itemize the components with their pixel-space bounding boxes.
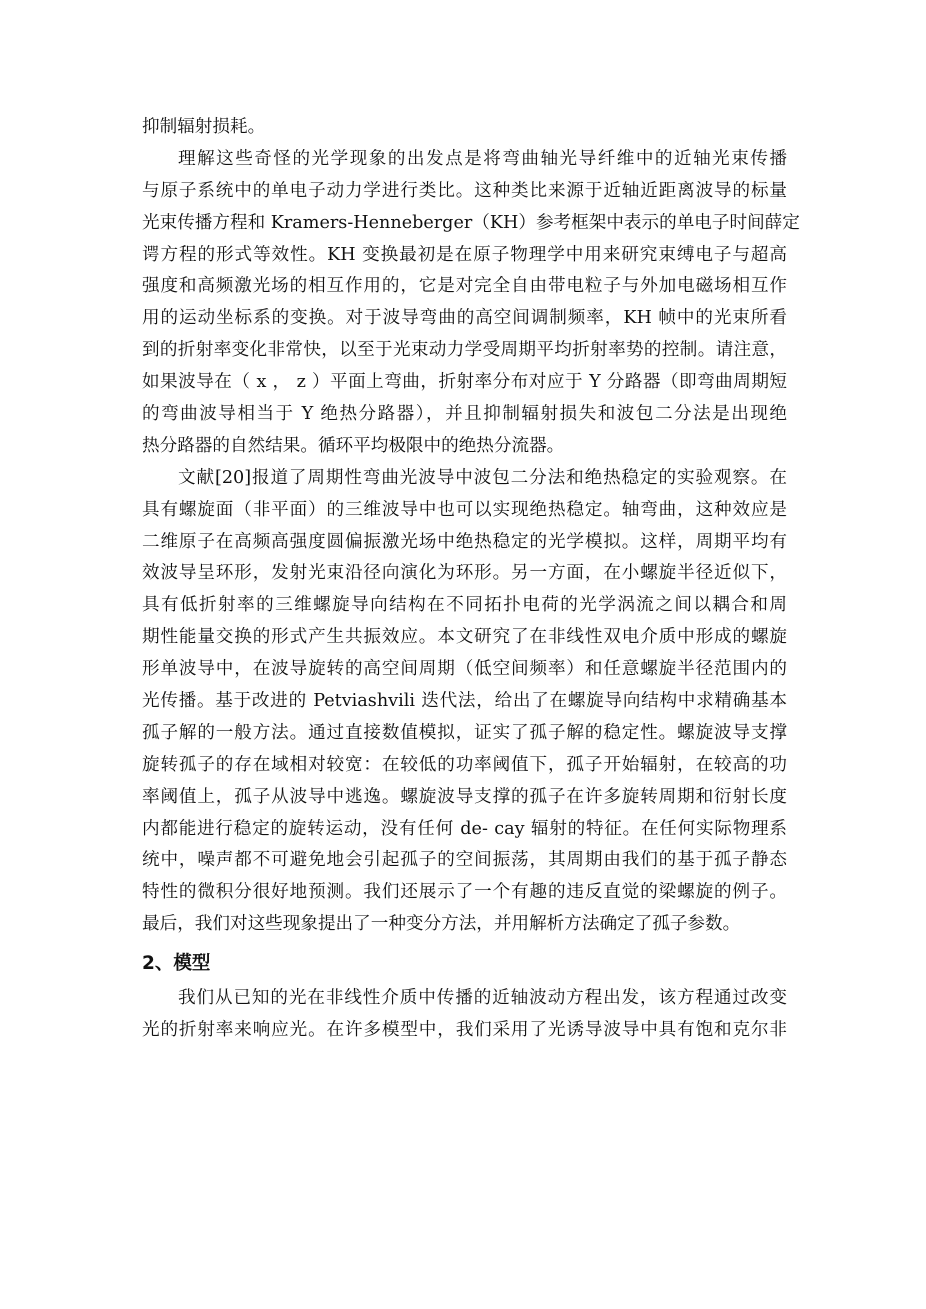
text-line: 我们从已知的光在非线性介质中传播的近轴波动方程出发，该方程通过改变	[178, 988, 787, 1009]
text-line: 期性能量交换的形式产生共振效应。本文研究了在非线性双电介质中形成的螺旋	[142, 627, 787, 648]
text-line: 光的折射率来响应光。在许多模型中，我们采用了光诱导波导中具有饱和克尔非	[142, 1020, 787, 1041]
text-line: 二维原子在高频高强度圆偏振激光场中绝热稳定的光学模拟。这样，周期平均有	[142, 531, 787, 552]
body-text	[142, 112, 800, 1047]
text-line: 理解这些奇怪的光学现象的出发点是将弯曲轴光导纤维中的近轴光束传播	[178, 148, 787, 169]
text-line: 的弯曲波导相当于 Y 绝热分路器），并且抑制辐射损失和波包二分法是出现绝	[142, 404, 787, 425]
text-line: 谔方程的形式等效性。KH 变换最初是在原子物理学中用来研究束缚电子与超高	[142, 244, 787, 265]
text-line: 特性的微积分很好地预测。我们还展示了一个有趣的违反直觉的梁螺旋的例子。	[142, 882, 787, 903]
text-line: 光传播。基于改进的 Petviashvili 迭代法，给出了在螺旋导向结构中求精确基本	[142, 691, 787, 712]
text-line: 用的运动坐标系的变换。对于波导弯曲的高空间调制频率，KH 帧中的光束所看	[142, 308, 787, 329]
text-line: 到的折射率变化非常快，以至于光束动力学受周期平均折射率势的控制。请注意，	[142, 340, 787, 361]
text-line: 与原子系统中的单电子动力学进行类比。这种类比来源于近轴近距离波导的标量	[142, 180, 787, 201]
text-line: 效波导呈环形，发射光束沿径向演化为环形。另一方面，在小螺旋半径近似下，	[142, 563, 787, 584]
text-line: 文献[20]报道了周期性弯曲光波导中波包二分法和绝热稳定的实验观察。在	[178, 467, 787, 488]
text-line: 率阈值上，孤子从波导中逃逸。螺旋波导支撑的孤子在许多旋转周期和衍射长度	[142, 786, 787, 807]
text-line: 统中，噪声都不可避免地会引起孤子的空间振荡，其周期由我们的基于孤子静态	[142, 850, 787, 871]
text-line: 最后，我们对这些现象提出了一种变分方法，并用解析方法确定了孤子参数。	[142, 914, 741, 935]
text-line: 形单波导中，在波导旋转的高空间周期（低空间频率）和任意螺旋半径范围内的	[142, 659, 787, 680]
text-line: 内都能进行稳定的旋转运动，没有任何 de- cay 辐射的特征。在任何实际物理系	[142, 818, 787, 839]
section-heading: 2、模型	[142, 953, 211, 975]
text-line: 光束传播方程和 Kramers-Henneberger（KH）参考框架中表示的单电子时间薛定	[142, 212, 800, 233]
text-line: 如果波导在（ x ， z ）平面上弯曲，折射率分布对应于 Y 分路器（即弯曲周期短	[142, 372, 787, 393]
paragraph-continuation	[142, 112, 787, 144]
paragraph-model	[142, 983, 787, 1047]
text-line: 强度和高频激光场的相互作用的，它是对完全自由带电粒子与外加电磁场相互作	[142, 276, 787, 297]
text-line: 热分路器的自然结果。循环平均极限中的绝热分流器。	[142, 435, 565, 456]
text-line: 孤子解的一般方法。通过直接数值模拟，证实了孤子解的稳定性。螺旋波导支撑	[142, 722, 787, 743]
text-line: 具有低折射率的三维螺旋导向结构在不同拓扑电荷的光学涡流之间以耦合和周	[142, 595, 787, 616]
text-line: 抑制辐射损耗。	[142, 117, 266, 137]
paragraph-intro-analogy	[142, 144, 800, 463]
text-line: 具有螺旋面（非平面）的三维波导中也可以实现绝热稳定。轴弯曲，这种效应是	[142, 499, 787, 520]
paragraph-literature-review	[142, 463, 787, 941]
text-line: 旋转孤子的存在域相对较宽：在较低的功率阈值下，孤子开始辐射，在较高的功	[142, 754, 787, 775]
